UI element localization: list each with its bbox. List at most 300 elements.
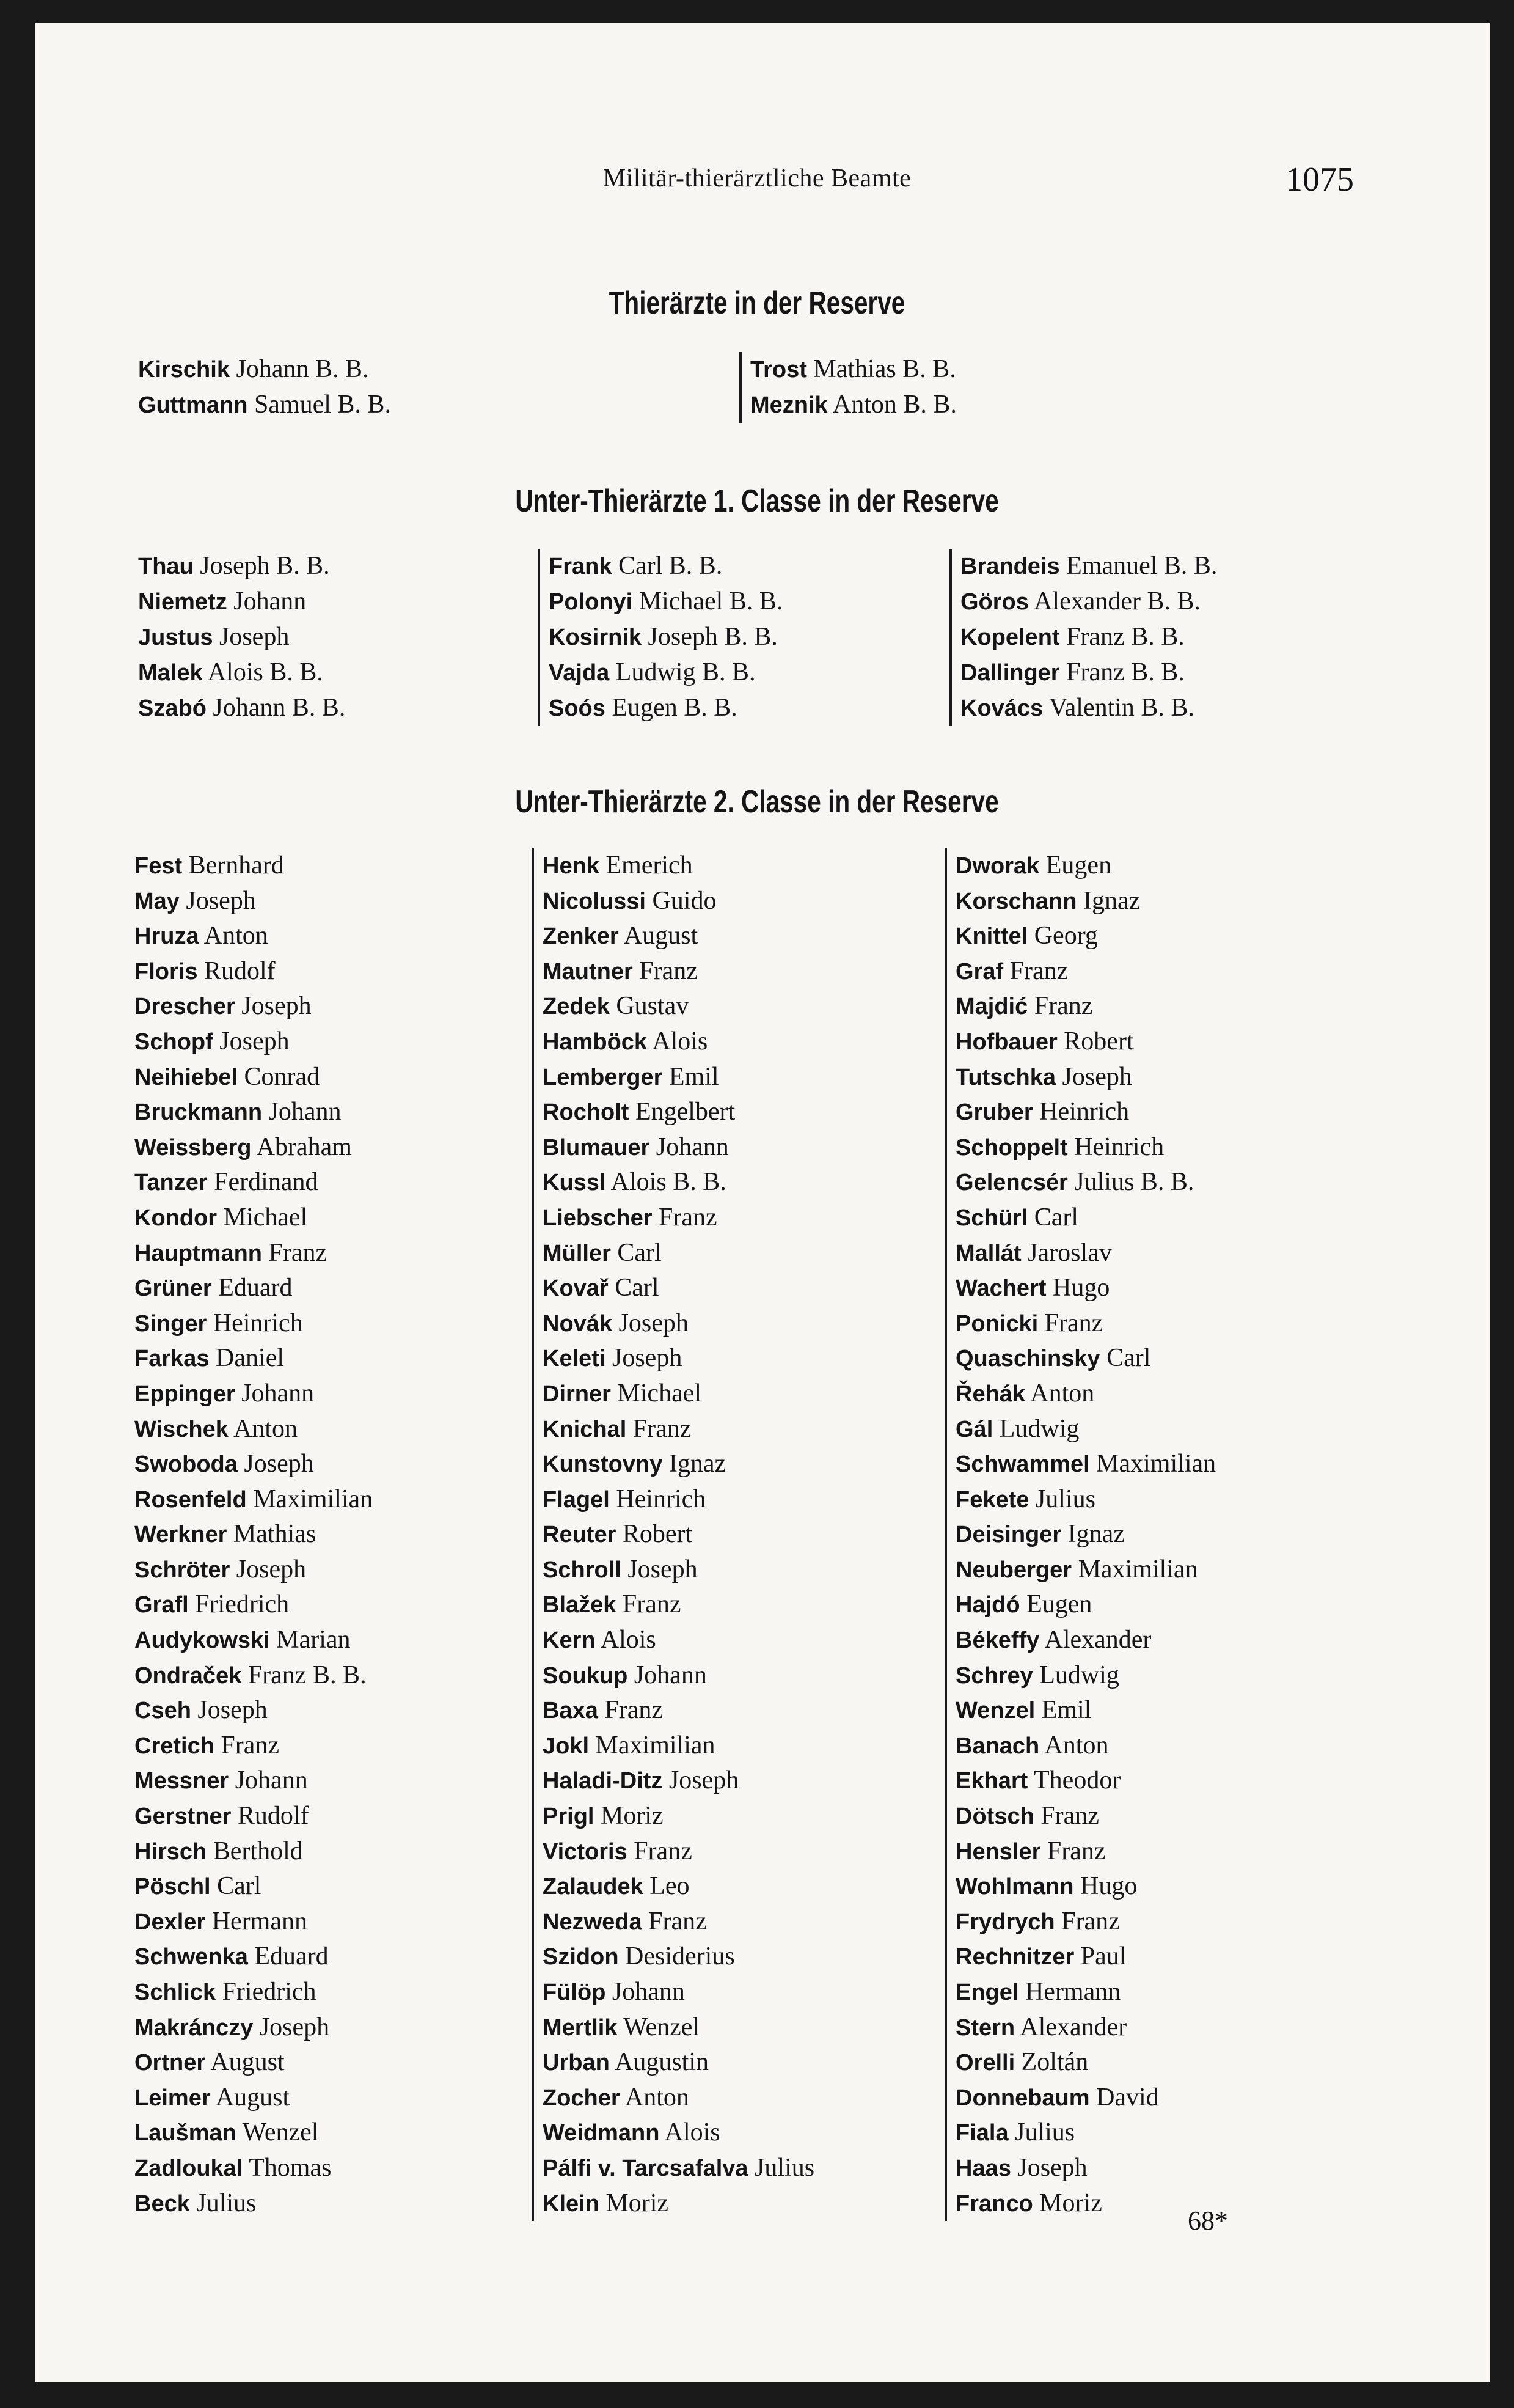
roster-entry: [134, 1552, 373, 1588]
roster-given-name: Jaroslav: [1028, 1238, 1112, 1267]
roster-given-name: Alexander: [1044, 1626, 1152, 1654]
roster-given-name: Franz: [1034, 992, 1093, 1021]
roster-entry: [956, 2186, 1216, 2222]
roster-given-name: Joseph: [612, 1344, 682, 1373]
roster-surname: Brandeis: [960, 554, 1060, 579]
roster-surname: Rosenfeld: [134, 1486, 247, 1513]
roster-surname: Zenker: [543, 923, 619, 950]
roster-entry: [138, 655, 345, 691]
roster-entry: [960, 584, 1217, 620]
roster-given-name: Emerich: [605, 851, 693, 879]
roster-given-name: Eugen: [1045, 851, 1112, 879]
roster-entry: [956, 1095, 1216, 1130]
roster-entry: [134, 1728, 373, 1764]
roster-given-name: Moriz: [1039, 2189, 1102, 2217]
roster-given-name: Emil: [668, 1062, 719, 1091]
roster-entry: [543, 1271, 814, 1306]
roster-entry: [956, 1130, 1216, 1165]
roster-entry: [956, 1236, 1216, 1271]
roster-surname: Pöschl: [134, 1874, 211, 1900]
roster-entry: [956, 1060, 1216, 1095]
roster-entry: [134, 848, 373, 884]
roster-given-name: Michael B. B.: [638, 587, 783, 615]
roster-surname: Niemetz: [138, 589, 227, 615]
roster-given-name: Michael: [223, 1203, 308, 1232]
roster-given-name: Carl: [217, 1872, 261, 1901]
roster-given-name: Franz B. B.: [247, 1661, 367, 1689]
roster-given-name: Joseph: [241, 992, 312, 1021]
roster-entry: [134, 2080, 373, 2116]
roster-given-name: Friedrich: [195, 1590, 290, 1619]
roster-entry: [134, 1799, 373, 1834]
roster-given-name: Alexander: [1020, 2013, 1127, 2041]
roster-given-name: Moriz: [605, 2189, 669, 2217]
roster-entry: [543, 2151, 814, 2186]
roster-surname: Soukup: [543, 1662, 628, 1689]
roster-given-name: Maximilian: [1096, 1450, 1216, 1478]
roster-given-name: David: [1096, 2083, 1159, 2112]
roster-surname: Hirsch: [134, 1838, 207, 1865]
roster-surname: Dirner: [543, 1381, 611, 1407]
roster-surname: Eppinger: [134, 1381, 235, 1407]
roster-entry: [956, 1271, 1216, 1306]
roster-surname: Tanzer: [134, 1170, 208, 1196]
roster-given-name: Franz: [268, 1238, 327, 1267]
roster-surname: Reuter: [543, 1522, 616, 1548]
roster-surname: Kosirnik: [549, 625, 642, 650]
roster-given-name: Johann B. B.: [213, 694, 346, 722]
roster-surname: Majdić: [956, 994, 1028, 1020]
roster-given-name: Joseph B. B.: [648, 623, 778, 651]
roster-surname: Gelencsér: [956, 1170, 1068, 1196]
roster-given-name: Robert: [622, 1520, 693, 1549]
roster-entry: [956, 1869, 1216, 1904]
roster-entry: [134, 954, 373, 989]
roster-surname: Tutschka: [956, 1064, 1056, 1090]
roster-given-name: Anton: [1044, 1731, 1109, 1760]
roster-surname: Grafl: [134, 1592, 189, 1618]
roster-entry: [956, 989, 1216, 1024]
roster-given-name: Johann: [241, 1379, 315, 1408]
roster-given-name: Carl: [1034, 1203, 1079, 1232]
roster-surname: Haladi-Ditz: [543, 1768, 663, 1794]
roster-given-name: Berthold: [213, 1837, 303, 1865]
roster-given-name: Engelbert: [635, 1098, 736, 1126]
roster-entry: [134, 1236, 373, 1271]
roster-given-name: Joseph: [627, 1555, 698, 1584]
roster-entry: [134, 1447, 373, 1482]
roster-surname: Singer: [134, 1310, 207, 1337]
roster-surname: Zedek: [543, 994, 610, 1020]
roster-given-name: Joseph: [1017, 2153, 1088, 2182]
roster-entry: [134, 1271, 373, 1306]
roster-surname: Blumauer: [543, 1134, 650, 1161]
roster-given-name: Franz B. B.: [1066, 623, 1185, 651]
roster-surname: Grüner: [134, 1276, 212, 1302]
roster-entry: [134, 919, 373, 954]
roster-surname: Orelli: [956, 2050, 1015, 2076]
section-title-thieraerzte: Thierärzte in der Reserve: [609, 285, 905, 321]
roster-surname: Laušman: [134, 2120, 236, 2146]
roster-entry: [956, 919, 1216, 954]
roster-entry: [956, 1517, 1216, 1552]
roster-surname: Kopelent: [960, 625, 1060, 650]
roster-entry: [134, 1095, 373, 1130]
roster-entry: [956, 1306, 1216, 1342]
roster-entry: [543, 1587, 814, 1623]
roster-surname: Polonyi: [549, 589, 633, 615]
roster-given-name: Julius: [196, 2189, 257, 2217]
roster-entry: [543, 2080, 814, 2116]
roster-given-name: August: [215, 2083, 290, 2112]
roster-surname: Quaschinsky: [956, 1346, 1100, 1372]
roster-given-name: Hermann: [1025, 1978, 1121, 2006]
roster-entry: [956, 1412, 1216, 1447]
roster-given-name: Ignaz: [1083, 886, 1141, 915]
roster-surname: Wachert: [956, 1276, 1047, 1302]
roster-entry: [956, 1552, 1216, 1588]
roster-given-name: Joseph: [1062, 1062, 1132, 1091]
roster-surname: Floris: [134, 958, 198, 985]
roster-given-name: Eduard: [254, 1942, 329, 1971]
roster-entry: [543, 1482, 814, 1518]
roster-entry: [960, 620, 1217, 655]
roster-surname: Ortner: [134, 2050, 206, 2076]
roster-surname: Jokl: [543, 1733, 590, 1759]
roster-given-name: Joseph: [259, 2013, 330, 2041]
roster-entry: [956, 1623, 1216, 1658]
roster-entry: [134, 1904, 373, 1940]
roster-surname: Graf: [956, 958, 1004, 985]
page-number: 1075: [1285, 161, 1354, 199]
roster-given-name: Rudolf: [203, 956, 276, 985]
section-2-column-1: [134, 848, 373, 2221]
roster-entry: [543, 2186, 814, 2222]
roster-given-name: Johann: [656, 1132, 729, 1161]
roster-surname: Szidon: [543, 1944, 619, 1970]
section-title-unter-2-classe: Unter-Thierärzte 2. Classe in der Reserve: [515, 784, 999, 820]
roster-entry: [543, 1376, 814, 1412]
roster-given-name: Georg: [1034, 922, 1098, 950]
roster-given-name: Heinrich: [1074, 1132, 1165, 1161]
roster-surname: Schwenka: [134, 1944, 248, 1970]
roster-given-name: Hermann: [211, 1907, 307, 1936]
roster-surname: Urban: [543, 2050, 610, 2076]
roster-surname: Řehák: [956, 1381, 1026, 1407]
roster-entry: [956, 2115, 1216, 2151]
roster-entry: [543, 1236, 814, 1271]
roster-entry: [134, 1024, 373, 1060]
section-title-unter-1-classe: Unter-Thierärzte 1. Classe in der Reserve: [515, 483, 999, 519]
roster-surname: Wohlmann: [956, 1874, 1074, 1900]
roster-entry: [138, 387, 391, 423]
roster-surname: Flagel: [543, 1486, 610, 1513]
roster-entry: [956, 2080, 1216, 2116]
roster-surname: Fest: [134, 853, 183, 879]
roster-surname: Schrey: [956, 1662, 1033, 1689]
roster-given-name: Alexander B. B.: [1034, 587, 1201, 615]
roster-entry: [134, 1517, 373, 1552]
roster-surname: Schröter: [134, 1557, 230, 1583]
roster-given-name: Joseph: [668, 1766, 739, 1795]
roster-given-name: Anton: [233, 1414, 298, 1443]
roster-given-name: Julius B. B.: [1074, 1168, 1194, 1197]
roster-surname: Keleti: [543, 1346, 606, 1372]
roster-entry: [549, 620, 783, 655]
roster-given-name: Johann: [634, 1661, 707, 1689]
roster-surname: Haas: [956, 2155, 1011, 2181]
roster-entry: [956, 2010, 1216, 2046]
roster-given-name: Franz: [1040, 1802, 1099, 1830]
roster-surname: Henk: [543, 853, 599, 879]
roster-surname: Kirschik: [138, 357, 230, 383]
roster-given-name: Valentin B. B.: [1048, 694, 1194, 722]
roster-surname: Drescher: [134, 994, 235, 1020]
roster-entry: [543, 1447, 814, 1482]
roster-given-name: Joseph B. B.: [200, 552, 330, 580]
roster-entry: [960, 549, 1217, 584]
roster-given-name: Anton: [203, 922, 268, 950]
roster-surname: Swoboda: [134, 1452, 238, 1478]
roster-surname: Ponicki: [956, 1310, 1039, 1337]
roster-surname: Dworak: [956, 853, 1040, 879]
roster-given-name: Julius: [1015, 2118, 1075, 2147]
roster-surname: Novák: [543, 1310, 613, 1337]
roster-surname: Lemberger: [543, 1064, 663, 1090]
roster-entry: [134, 884, 373, 919]
roster-surname: Trost: [750, 357, 807, 383]
roster-given-name: Guido: [652, 886, 717, 915]
roster-surname: Gál: [956, 1416, 993, 1442]
roster-surname: Gruber: [956, 1099, 1033, 1126]
roster-given-name: Ludwig: [999, 1414, 1080, 1443]
roster-given-name: Alois: [600, 1626, 656, 1654]
roster-given-name: Franz: [1047, 1837, 1106, 1865]
roster-entry: [956, 1975, 1216, 2010]
roster-entry: [138, 620, 345, 655]
roster-entry: [543, 1130, 814, 1165]
roster-given-name: Paul: [1080, 1942, 1127, 1971]
roster-entry: [543, 2115, 814, 2151]
roster-given-name: August: [210, 2048, 285, 2077]
section-1-column-1: [138, 549, 345, 726]
roster-given-name: Leo: [649, 1872, 690, 1901]
roster-surname: Engel: [956, 1980, 1019, 2005]
roster-entry: [134, 2186, 373, 2222]
roster-given-name: Franz: [648, 1907, 707, 1936]
roster-surname: Frank: [549, 554, 612, 579]
roster-surname: Dallinger: [960, 660, 1060, 686]
roster-entry: [138, 549, 345, 584]
roster-given-name: Mathias: [233, 1520, 316, 1549]
roster-surname: Szabó: [138, 696, 207, 721]
roster-entry: [134, 1975, 373, 2010]
roster-surname: Korschann: [956, 888, 1077, 914]
roster-entry: [543, 1200, 814, 1236]
roster-entry: [134, 1165, 373, 1200]
roster-surname: Pálfi v. Tarcsafalva: [543, 2155, 748, 2181]
roster-entry: [543, 1728, 814, 1764]
roster-entry: [543, 884, 814, 919]
roster-surname: Schürl: [956, 1205, 1028, 1231]
roster-entry: [549, 549, 783, 584]
roster-surname: Fekete: [956, 1486, 1029, 1513]
roster-given-name: Johann: [268, 1098, 342, 1126]
roster-given-name: Friedrich: [222, 1978, 316, 2006]
roster-given-name: Franz B. B.: [1066, 658, 1185, 686]
roster-entry: [134, 2045, 373, 2080]
roster-entry: [549, 584, 783, 620]
roster-surname: Kussl: [543, 1170, 606, 1196]
roster-entry: [134, 1482, 373, 1518]
roster-given-name: Franz: [634, 1837, 692, 1865]
roster-given-name: Maximilian: [1078, 1555, 1198, 1584]
roster-surname: Justus: [138, 625, 213, 650]
roster-surname: Dötsch: [956, 1804, 1034, 1830]
roster-entry: [750, 387, 957, 423]
roster-surname: Schoppelt: [956, 1134, 1068, 1161]
roster-given-name: Abraham: [256, 1132, 352, 1161]
roster-surname: Gerstner: [134, 1804, 232, 1830]
roster-entry: [956, 1693, 1216, 1728]
roster-given-name: Ignaz: [668, 1450, 726, 1478]
roster-entry: [543, 1763, 814, 1799]
roster-surname: Schlick: [134, 1980, 216, 2005]
roster-surname: Mallát: [956, 1240, 1022, 1266]
roster-given-name: Daniel: [216, 1344, 284, 1373]
roster-surname: Hauptmann: [134, 1240, 262, 1266]
roster-entry: [956, 2151, 1216, 2186]
roster-given-name: Heinrich: [616, 1485, 706, 1513]
roster-surname: Zalaudek: [543, 1874, 643, 1900]
roster-entry: [134, 1200, 373, 1236]
roster-surname: Baxa: [543, 1698, 598, 1724]
roster-given-name: Franz: [659, 1203, 717, 1232]
roster-surname: Farkas: [134, 1346, 210, 1372]
roster-entry: [134, 1130, 373, 1165]
roster-given-name: Thomas: [249, 2153, 332, 2182]
roster-given-name: Joseph: [197, 1696, 268, 1725]
roster-surname: Donnebaum: [956, 2085, 1090, 2111]
roster-surname: Zocher: [543, 2085, 620, 2111]
roster-given-name: Alois: [664, 2118, 720, 2147]
roster-given-name: August: [623, 922, 698, 950]
roster-given-name: Julius: [1035, 1485, 1095, 1513]
roster-surname: Deisinger: [956, 1522, 1062, 1548]
roster-entry: [956, 1341, 1216, 1376]
roster-surname: Neihiebel: [134, 1064, 238, 1090]
roster-surname: Bruckmann: [134, 1099, 263, 1126]
roster-surname: Knichal: [543, 1416, 627, 1442]
roster-surname: Malek: [138, 660, 203, 686]
roster-given-name: Eugen: [1026, 1590, 1092, 1619]
roster-surname: Hofbauer: [956, 1029, 1058, 1055]
roster-entry: [543, 1341, 814, 1376]
roster-given-name: Marian: [276, 1626, 351, 1654]
roster-given-name: Samuel B. B.: [254, 391, 391, 419]
roster-entry: [134, 1587, 373, 1623]
roster-surname: Messner: [134, 1768, 229, 1794]
roster-given-name: Wenzel: [242, 2118, 319, 2147]
roster-given-name: Michael: [617, 1379, 702, 1408]
roster-given-name: Mathias B. B.: [813, 355, 956, 383]
roster-surname: Stern: [956, 2014, 1015, 2041]
roster-entry: [543, 1658, 814, 1694]
roster-entry: [543, 2010, 814, 2046]
roster-entry: [134, 1869, 373, 1904]
roster-surname: Wischek: [134, 1416, 229, 1442]
roster-entry: [956, 1482, 1216, 1518]
roster-given-name: Alois B. B.: [610, 1168, 726, 1197]
signature-mark: 68*: [1188, 2206, 1228, 2236]
roster-given-name: Carl B. B.: [618, 552, 723, 580]
roster-entry: [956, 848, 1216, 884]
roster-given-name: Ignaz: [1067, 1520, 1125, 1549]
roster-entry: [956, 1447, 1216, 1482]
roster-surname: Prigl: [543, 1804, 594, 1830]
roster-entry: [543, 919, 814, 954]
roster-given-name: Ferdinand: [214, 1168, 318, 1197]
roster-given-name: Franz: [221, 1731, 280, 1760]
roster-given-name: Wenzel: [623, 2013, 700, 2041]
roster-given-name: Franz: [632, 1414, 692, 1443]
roster-entry: [543, 954, 814, 989]
roster-entry: [138, 352, 391, 387]
roster-entry: [543, 1306, 814, 1342]
roster-entry: [543, 1799, 814, 1834]
roster-surname: Békeffy: [956, 1628, 1040, 1654]
roster-given-name: Johann: [612, 1978, 685, 2006]
roster-surname: Schopf: [134, 1029, 213, 1055]
roster-given-name: Conrad: [244, 1062, 320, 1091]
roster-entry: [543, 1869, 814, 1904]
roster-entry: [543, 1904, 814, 1940]
roster-surname: Frydrych: [956, 1909, 1055, 1935]
roster-surname: Vajda: [549, 660, 610, 686]
roster-entry: [134, 1341, 373, 1376]
roster-entry: [543, 1060, 814, 1095]
roster-entry: [750, 352, 957, 387]
roster-entry: [543, 1165, 814, 1200]
roster-entry: [956, 1587, 1216, 1623]
roster-given-name: Moriz: [600, 1802, 664, 1830]
section-0-column-2: [739, 352, 957, 423]
roster-given-name: Ludwig B. B.: [615, 658, 756, 686]
roster-surname: Hensler: [956, 1838, 1041, 1865]
roster-surname: Weissberg: [134, 1134, 252, 1161]
roster-surname: Liebscher: [543, 1205, 653, 1231]
roster-entry: [543, 848, 814, 884]
roster-given-name: Joseph: [186, 886, 256, 915]
roster-surname: Fiala: [956, 2120, 1009, 2146]
roster-entry: [134, 1763, 373, 1799]
roster-entry: [134, 2010, 373, 2046]
roster-surname: Cretich: [134, 1733, 214, 1759]
roster-given-name: Joseph: [219, 1027, 290, 1055]
roster-surname: Hajdó: [956, 1592, 1020, 1618]
roster-entry: [956, 1763, 1216, 1799]
roster-given-name: Gustav: [616, 992, 689, 1021]
roster-surname: Nicolussi: [543, 888, 646, 914]
roster-given-name: Carl: [617, 1238, 662, 1267]
roster-surname: Rechnitzer: [956, 1944, 1075, 1970]
roster-given-name: Maximilian: [595, 1731, 715, 1760]
roster-entry: [956, 1904, 1216, 1940]
roster-given-name: Theodor: [1034, 1766, 1121, 1795]
section-0-column-1: [138, 352, 391, 423]
roster-entry: [134, 2151, 373, 2186]
roster-entry: [543, 1623, 814, 1658]
